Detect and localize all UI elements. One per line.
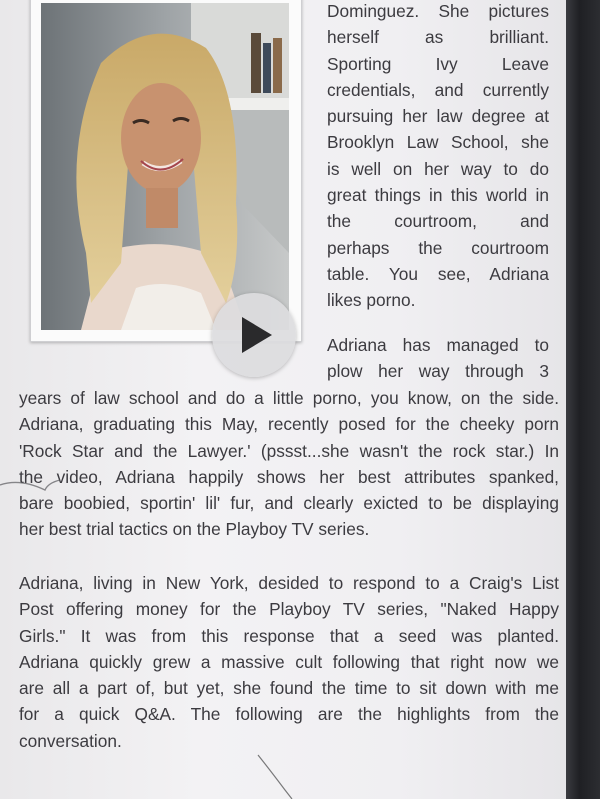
text-line: likes porno.	[327, 290, 416, 311]
text-line: Sporting Ivy Leave	[327, 53, 549, 74]
text-line: the video, Adriana happily shows her best attributes spanked,	[19, 466, 559, 487]
text-line: Adriana quickly grew a massive cult following that right now we	[19, 651, 559, 672]
text-line: pursuing her law degree at	[327, 106, 549, 127]
photo-frame	[30, 0, 302, 342]
text-line: herself as brilliant.	[327, 27, 549, 48]
article-paragraph-2	[19, 385, 559, 543]
text-line: great things in this world in	[327, 185, 549, 206]
text-line: conversation.	[19, 730, 122, 751]
article-paragraph-2-column	[327, 332, 549, 385]
text-line: for a quick Q&A. The following are the highlights from the	[19, 704, 559, 725]
text-line: Post offering money for the Playboy TV series, "Naked Happy	[19, 599, 559, 620]
article-paragraph-3	[19, 570, 559, 754]
text-line: plow her way through 3	[327, 361, 549, 382]
text-line: Girls." It was from this response that a seed was planted.	[19, 625, 559, 646]
text-line: the courtroom, and	[327, 211, 549, 232]
text-line: is well on her way to do	[327, 158, 549, 179]
video-play-button[interactable]	[212, 293, 296, 377]
article-column-text	[327, 0, 549, 314]
text-line: Adriana has managed to	[327, 335, 549, 355]
text-line: perhaps the courtroom	[327, 237, 549, 258]
text-line: Dominguez. She pictures	[327, 1, 549, 21]
play-icon	[212, 293, 296, 377]
device-bezel	[566, 0, 600, 799]
text-line: are all a part of, but yet, she found the time to sit down with me	[19, 678, 559, 699]
text-line: her best trial tactics on the Playboy TV series.	[19, 519, 370, 540]
text-line: Brooklyn Law School, she	[327, 132, 549, 153]
text-line: Adriana, living in New York, desided to respond to a Craig's List	[19, 573, 559, 593]
text-line: 'Rock Star and the Lawyer.' (pssst...she wasn't the rock star.) In	[19, 440, 559, 461]
article-photo	[41, 3, 289, 330]
text-line: years of law school and do a little porno, you know, on the side.	[19, 388, 559, 408]
text-line: table. You see, Adriana	[327, 263, 549, 284]
text-line: Adriana, graduating this May, recently posed for the cheeky porn	[19, 414, 559, 435]
text-line: credentials, and currently	[327, 79, 549, 100]
text-line: bare boobied, sportin' lil' fur, and clearly exicted to be displaying	[19, 493, 559, 514]
